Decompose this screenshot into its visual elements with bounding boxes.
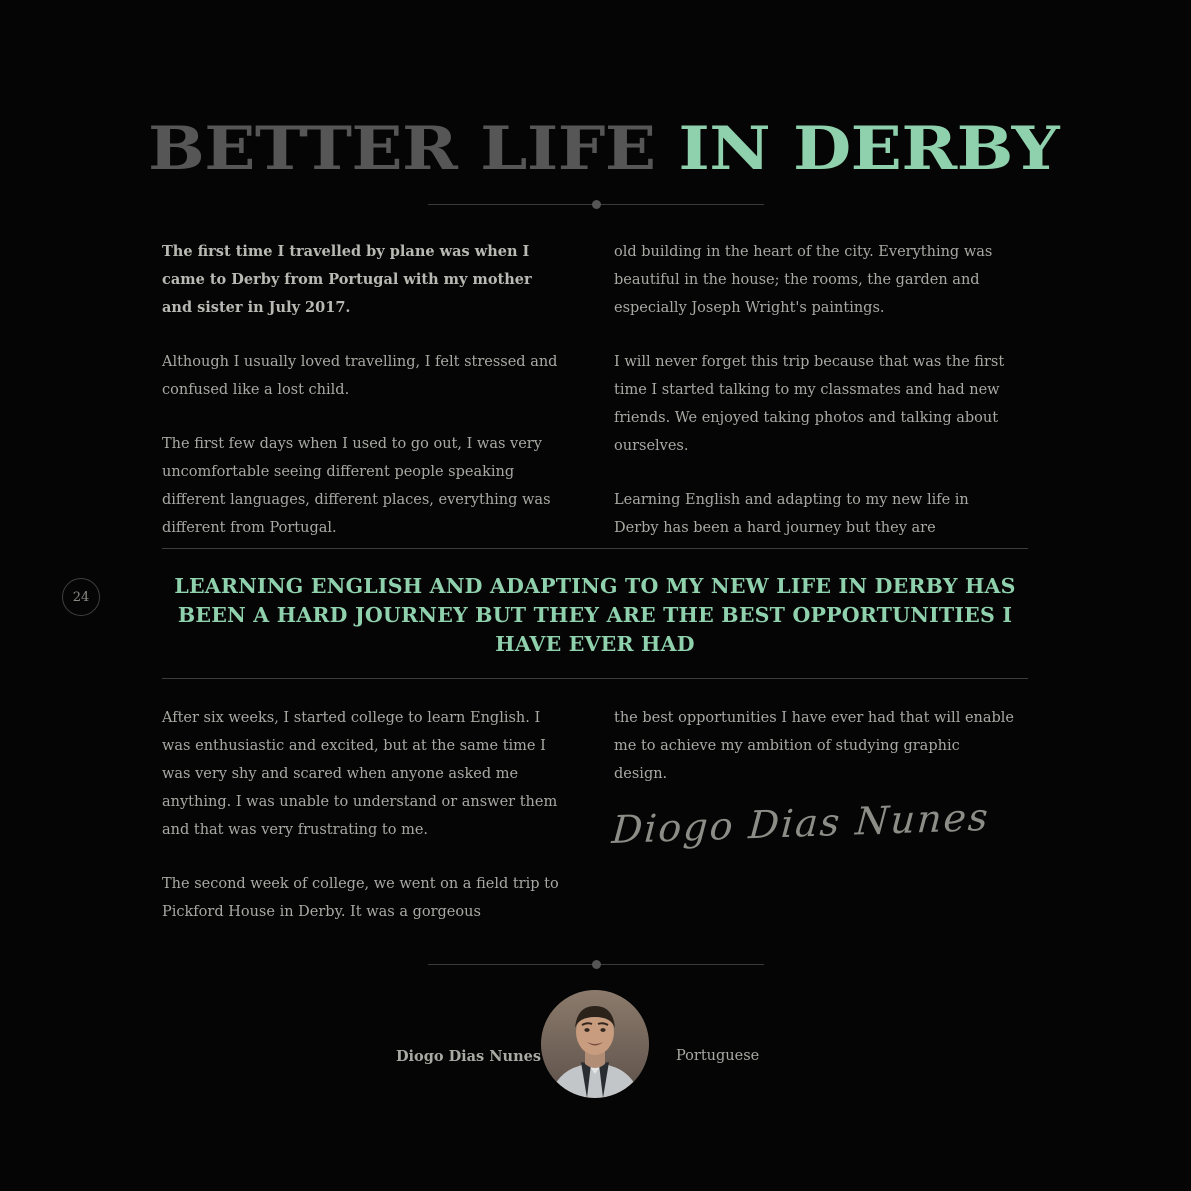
paragraph: old building in the heart of the city. Everything was beautiful in the house; the rooms, the garden and especially Joseph Wright's paintings. (614, 244, 993, 316)
pullquote-bottom-rule (162, 678, 1028, 679)
paragraph: Although I usually loved travelling, I felt stressed and confused like a lost child. (162, 354, 558, 398)
paragraph: The first time I travelled by plane was when I came to Derby from Portugal with my mother and sister in July 2017. (162, 243, 532, 316)
pull-quote: LEARNING ENGLISH AND ADAPTING TO MY NEW LIFE IN DERBY HAS BEEN A HARD JOURNEY BUT THEY ARE THE BEST OPPORTUNITIES I HAVE EVER HAD (174, 574, 1016, 656)
author-signature: Diogo Dias Nunes (610, 794, 992, 853)
bottom-divider-dot-icon (592, 960, 601, 969)
article-column-top-right (614, 238, 1014, 568)
pullquote-top-rule (162, 548, 1028, 549)
page-number-badge: 24 (62, 578, 100, 616)
paragraph: The second week of college, we went on a field trip to Pickford House in Derby. It was a gorgeous (162, 876, 559, 920)
page-title (148, 114, 1178, 185)
avatar (541, 990, 649, 1098)
paragraph: I will never forget this trip because that was the first time I started talking to my classmates and had new friends. We enjoyed taking photos and talking about ourselves. (614, 354, 1005, 454)
article-column-top-left (162, 238, 562, 568)
article-column-bottom-left (162, 704, 567, 952)
page-title-part-one: BETTER LIFE (148, 114, 679, 185)
paragraph: After six weeks, I started college to learn English. I was enthusiastic and excited, but at the same time I was very shy and scared when anyone asked me anything. I was unable to understand or answer them and that was very frustrating to me. (162, 710, 558, 838)
footer-author-name: Diogo Dias Nunes (395, 1048, 541, 1065)
paragraph: the best opportunities I have ever had that will enable me to achieve my ambition of studying graphic design. (614, 710, 1015, 782)
paragraph: Learning English and adapting to my new life in Derby has been a hard journey but they are (614, 492, 969, 536)
footer-author-nationality: Portuguese (676, 1048, 760, 1064)
top-divider-dot-icon (592, 200, 601, 209)
bottom-divider (428, 960, 764, 969)
page-title-part-two: IN DERBY (678, 114, 1060, 185)
top-divider (428, 200, 764, 209)
paragraph: The first few days when I used to go out, I was very uncomfortable seeing different people speaking different languages, different places, everything was different from Portugal. (162, 436, 551, 536)
